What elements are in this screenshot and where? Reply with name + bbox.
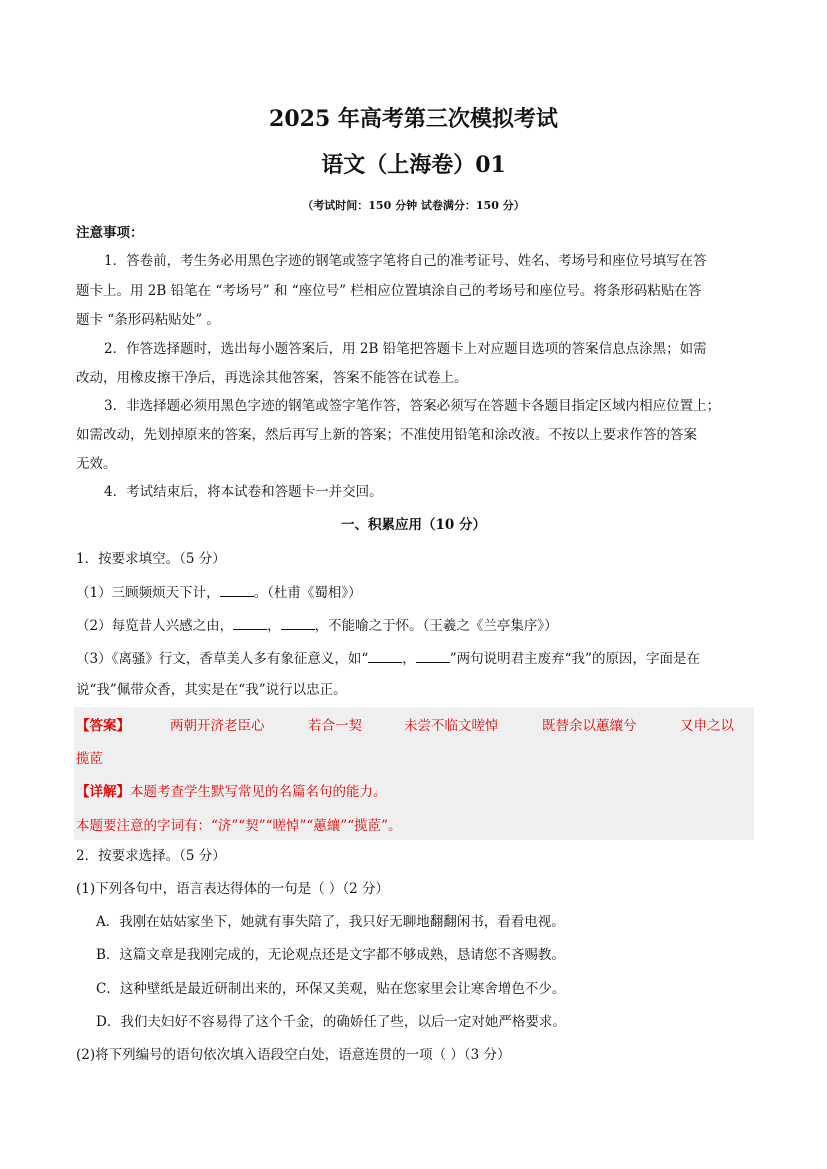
q1-part2-comma: ， bbox=[267, 618, 281, 634]
q1-part3 bbox=[76, 649, 700, 668]
fill-blank bbox=[220, 583, 254, 597]
exam-subtitle: 语文（上海卷）01 bbox=[321, 152, 506, 178]
option-d: D．我们夫妇好不容易得了这个千金，的确娇任了些，以后一定对她严格要求。 bbox=[96, 1014, 566, 1030]
notice-line: 题卡上。用 2B 铅笔在 “考场号” 和 “座位号” 栏相应位置填涂自己的考场号和座位号。将条形码粘贴在答 bbox=[76, 283, 702, 299]
option-b: B．这篇文章是我刚完成的，无论观点还是文字都不够成熟，恳请您不吝赐教。 bbox=[96, 947, 565, 963]
detail-text: 本题考查学生默写常见的名篇名句的能力。 bbox=[130, 784, 387, 800]
q2-stem: 2．按要求选择。（5 分） bbox=[76, 848, 226, 864]
answer-item: 既替余以蕙纕兮 bbox=[542, 718, 637, 734]
q1-part3-line2: 说“我”佩带众香，其实是在“我”说行以忠正。 bbox=[76, 682, 347, 698]
answer-detail bbox=[76, 780, 387, 800]
answer-item: 两朝开济老臣心 bbox=[170, 718, 265, 734]
answer-tail: 揽茝 bbox=[76, 751, 103, 767]
q1-part1-source: 。（杜甫《蜀相》） bbox=[253, 585, 362, 601]
detail-label: 【详解】 bbox=[76, 784, 130, 800]
q1-part3-comma: ， bbox=[402, 651, 416, 667]
notice-line: 如需改动，先划掉原来的答案，然后再写上新的答案；不准使用铅笔和涂改液。不按以上要求作答的答案 bbox=[76, 427, 697, 443]
q1-part2-text: （2）每览昔人兴感之由， bbox=[76, 618, 234, 634]
notice-line: 题卡 “条形码粘贴处” 。 bbox=[76, 312, 220, 328]
notice-line: 3．非选择题必须用黑色字迹的钢笔或签字笔作答，答案必须写在答题卡各题目指定区域内相应位置上； bbox=[104, 398, 721, 414]
notice-line: 1．答卷前，考生务必用黑色字迹的钢笔或签字笔将自己的准考证号、姓名、考场号和座位号填写在答 bbox=[104, 253, 707, 269]
answer-item: 若合一契 bbox=[308, 718, 362, 734]
exam-meta: （考试时间：150 分钟 试卷满分：150 分） bbox=[302, 199, 525, 212]
answer-item: 又申之以 bbox=[680, 718, 734, 734]
notice-heading: 注意事项： bbox=[76, 225, 144, 241]
section-title: 一、积累应用（10 分） bbox=[341, 517, 486, 533]
option-c: C．这种壁纸是最近研制出来的，环保又美观，贴在您家里会让寒舍增色不少。 bbox=[96, 981, 566, 997]
fill-blank bbox=[368, 649, 402, 663]
notice-line: 4．考试结束后，将本试卷和答题卡一并交回。 bbox=[104, 484, 383, 500]
fill-blank bbox=[281, 616, 315, 630]
answer-label: 【答案】 bbox=[76, 718, 130, 734]
notice-line: 2．作答选择题时，选出每小题答案后，用 2B 铅笔把答题卡上对应题目选项的答案信息点涂黑；如需 bbox=[104, 341, 707, 357]
answer-note: 本题要注意的字词有：“济”“契”“嗟悼”“蕙纕”“揽茝”。 bbox=[76, 818, 402, 834]
answer-item: 未尝不临文嗟悼 bbox=[404, 718, 499, 734]
q1-part1 bbox=[76, 583, 362, 602]
q1-stem: 1．按要求填空。（5 分） bbox=[76, 551, 226, 567]
q1-part2 bbox=[76, 616, 558, 635]
fill-blank bbox=[416, 649, 450, 663]
exam-title: 2025 年高考第三次模拟考试 bbox=[269, 106, 558, 132]
q1-part2-source: ，不能喻之于怀。（王羲之《兰亭集序》） bbox=[314, 618, 558, 634]
notice-line: 无效。 bbox=[76, 456, 117, 472]
q2-sub1: (1)下列各句中，语言表达得体的一句是（ ）（2 分） bbox=[76, 881, 390, 897]
q2-sub2: (2)将下列编号的语句依次填入语段空白处，语意连贯的一项（ ）（3 分） bbox=[76, 1047, 511, 1063]
notice-line: 改动，用橡皮擦干净后，再选涂其他答案，答案不能答在试卷上。 bbox=[76, 370, 468, 386]
option-a: A．我刚在姑姑家坐下，她就有事失陪了，我只好无聊地翻翻闲书，看看电视。 bbox=[96, 914, 565, 930]
q1-part3-text: （3）《离骚》行文，香草美人多有象征意义，如“ bbox=[76, 651, 369, 667]
q1-part3-rest: ”两句说明君主废弃“我”的原因，字面是在 bbox=[449, 651, 700, 667]
fill-blank bbox=[233, 616, 267, 630]
q1-part1-text: （1）三顾频烦天下计， bbox=[76, 585, 220, 601]
